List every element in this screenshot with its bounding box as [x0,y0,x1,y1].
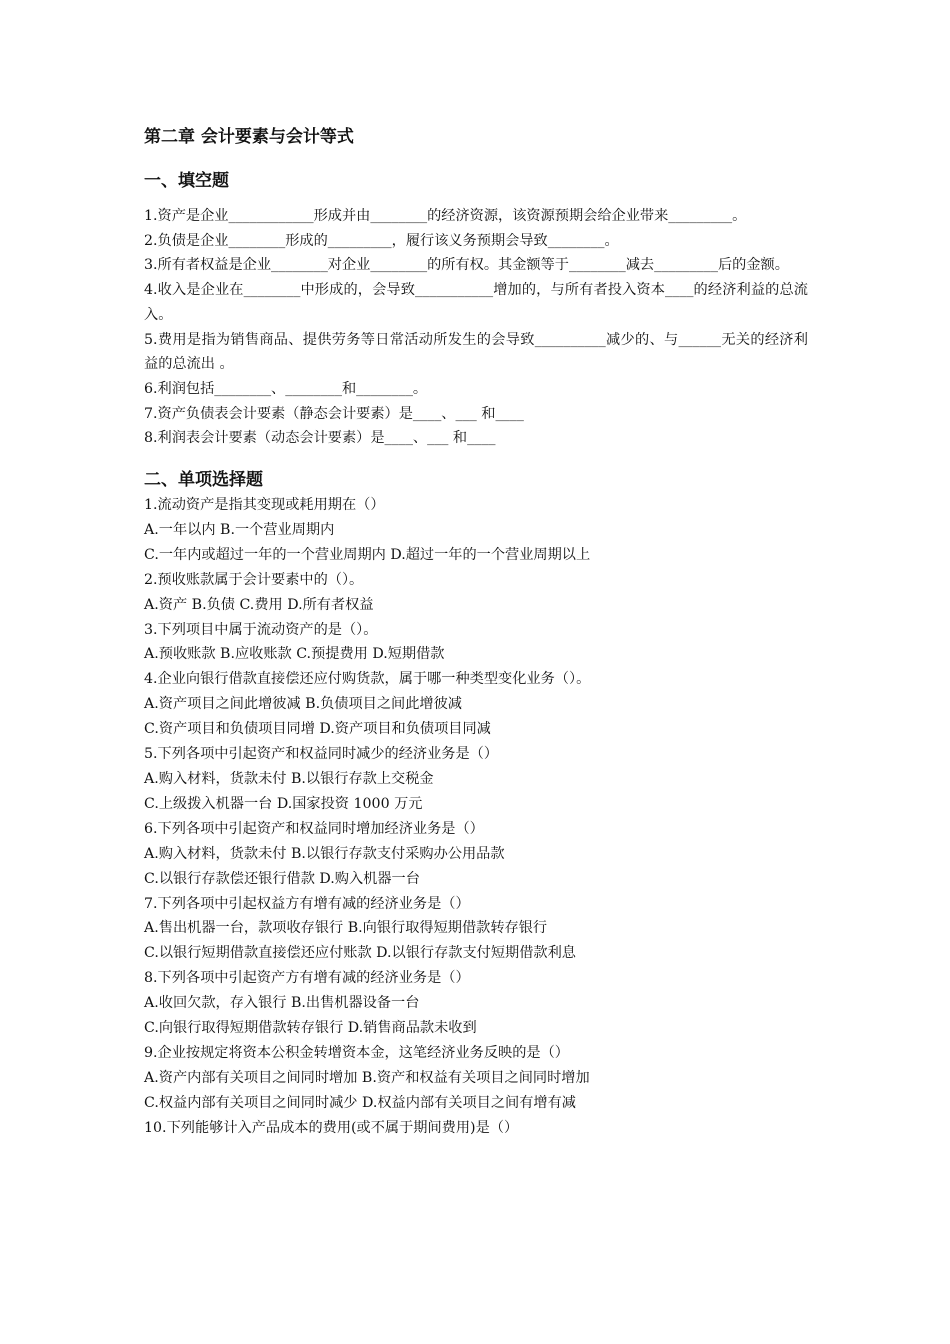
section-fill-in-title: 一、填空题 [144,171,229,191]
choice-line: A.一年以内 B.一个营业周期内 [144,521,335,538]
choice-line: 6.下列各项中引起资产和权益同时增加经济业务是（） [144,820,484,837]
choice-line: A.预收账款 B.应收账款 C.预提费用 D.短期借款 [144,646,445,663]
choice-line: C.上级拨入机器一台 D.国家投资 1000 万元 [144,795,423,812]
choice-line: A.资产项目之间此增彼减 B.负债项目之间此增彼减 [144,696,462,713]
choice-line: C.向银行取得短期借款转存银行 D.销售商品款未收到 [144,1020,477,1037]
fill-question-4: 4.收入是企业在________中形成的，会导致___________增加的，与所有者投入资本____的经济利益的总流入。 [144,282,808,323]
choice-line: 7.下列各项中引起权益方有增有减的经济业务是（） [144,895,470,912]
choice-line: 5.下列各项中引起资产和权益同时减少的经济业务是（） [144,746,499,763]
choice-line: C.以银行短期借款直接偿还应付账款 D.以银行存款支付短期借款利息 [144,945,576,962]
choice-line: A.资产内部有关项目之间同时增加 B.资产和权益有关项目之间同时增加 [144,1069,590,1086]
fill-question-8: 8.利润表会计要素（动态会计要素）是____、___ 和____ [144,430,496,447]
fill-question-5: 5.费用是指为销售商品、提供劳务等日常活动所发生的会导致__________减少的、与______无关的经济利益的总流出 。 [144,331,808,373]
choice-line: A.资产 B.负债 C.费用 D.所有者权益 [144,596,374,613]
choice-line: 8.下列各项中引起资产方有增有减的经济业务是（） [144,970,470,987]
fill-question-6: 6.利润包括________、________和________。 [144,380,428,397]
choice-line: 9.企业按规定将资本公积金转增资本金，这笔经济业务反映的是（） [144,1044,569,1061]
choice-line: 3.下列项目中属于流动资产的是（）。 [144,621,378,638]
fill-in-questions [144,204,808,451]
choice-line: 1.流动资产是指其变现或耗用期在（） [144,497,385,514]
choice-line: 10.下列能够计入产品成本的费用(或不属于期间费用)是（） [144,1119,519,1136]
choice-line: 4.企业向银行借款直接偿还应付购货款，属于哪一种类型变化业务（）。 [144,671,591,688]
choice-line: A.售出机器一台，款项收存银行 B.向银行取得短期借款转存银行 [144,920,548,937]
fill-question-7: 7.资产负债表会计要素（静态会计要素）是____、___ 和____ [144,405,524,422]
section-single-choice-title: 二、单项选择题 [144,470,263,491]
choice-line: C.权益内部有关项目之间同时减少 D.权益内部有关项目之间有增有减 [144,1094,576,1111]
fill-question-1: 1.资产是企业____________形成并由________的经济资源，该资源预期会给企业带来_________。 [144,208,747,224]
document-page [144,124,808,1141]
choice-line: A.收回欠款，存入银行 B.出售机器设备一台 [144,995,420,1012]
choice-line: 2.预收账款属于会计要素中的（）。 [144,571,364,588]
fill-question-3: 3.所有者权益是企业________对企业________的所有权。其金额等于________减去_________后的金额。 [144,257,789,274]
choice-line: A.购入材料，货款未付 B.以银行存款支付采购办公用品款 [144,845,505,862]
choice-line: A.购入材料，货款未付 B.以银行存款上交税金 [144,771,434,787]
choice-line: C.资产项目和负债项目同增 D.资产项目和负债项目同减 [144,721,491,738]
fill-question-2: 2.负债是企业________形成的_________，履行该义务预期会导致________。 [144,232,619,249]
single-choice-questions [144,493,808,1141]
chapter-title: 第二章 会计要素与会计等式 [144,127,354,147]
choice-line: C.以银行存款偿还银行借款 D.购入机器一台 [144,870,420,887]
choice-line: C.一年内或超过一年的一个营业周期内 D.超过一年的一个营业周期以上 [144,546,591,563]
